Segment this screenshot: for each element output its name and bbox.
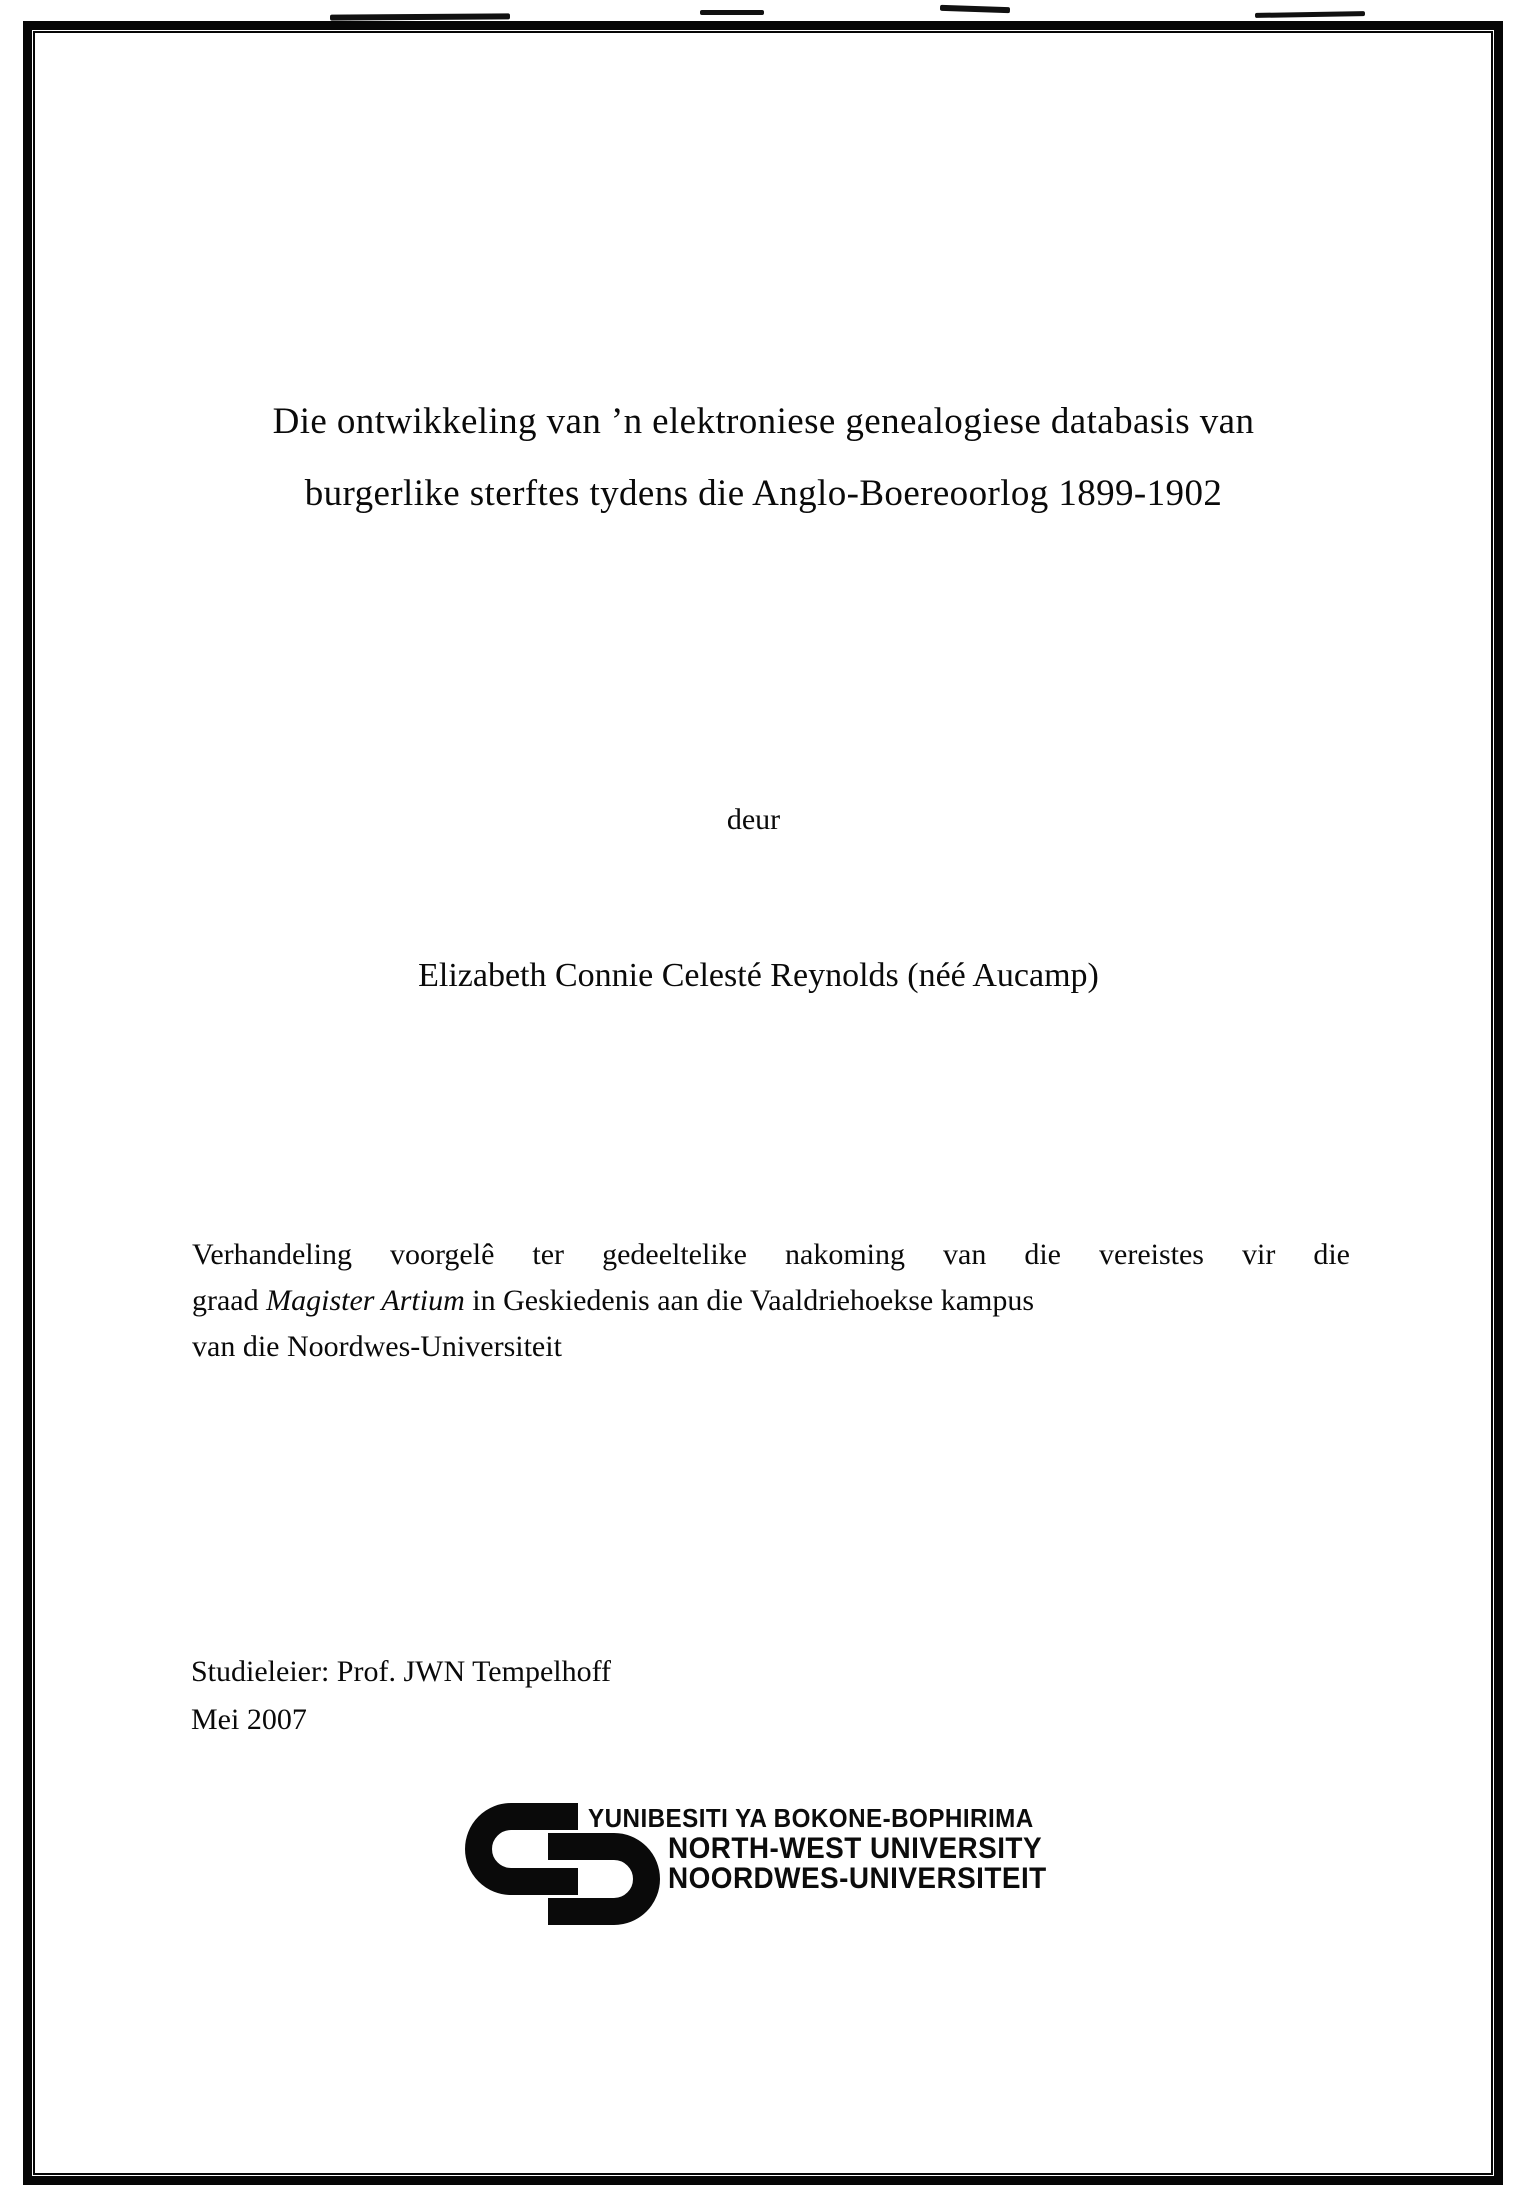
declaration-line3: van die Noordwes-Universiteit	[192, 1330, 562, 1363]
declaration-line1: Verhandeling voorgelê ter gedeeltelike nakoming van die vereistes vir die	[192, 1238, 1350, 1271]
declaration-line2	[192, 1278, 1350, 1324]
thesis-title	[110, 386, 1417, 530]
degree-name: Magister Artium	[266, 1284, 465, 1317]
scan-artifact	[700, 10, 764, 15]
declaration-line2-prefix: graad	[192, 1284, 267, 1317]
author-name: Elizabeth Connie Celesté Reynolds (néé Aucamp)	[418, 957, 1099, 994]
scan-artifact	[1255, 11, 1365, 18]
degree-declaration	[192, 1232, 1350, 1370]
supervisor-line: Studieleier: Prof. JWN Tempelhoff	[191, 1655, 612, 1688]
declaration-line2-suffix: in Geskiedenis aan die Vaaldriehoekse kampus	[464, 1284, 1035, 1317]
date-line: Mei 2007	[191, 1703, 307, 1736]
thesis-title-line1: Die ontwikkeling van ’n elektroniese genealogiese databasis van	[272, 401, 1255, 442]
logo-text-english: NORTH-WEST UNIVERSITY	[668, 1832, 1043, 1865]
logo-text-afrikaans: NOORDWES-UNIVERSITEIT	[668, 1862, 1047, 1895]
scan-artifact	[940, 5, 1010, 13]
scan-artifact	[330, 13, 510, 20]
byline: deur	[726, 803, 781, 836]
logo-text-setswana: YUNIBESITI YA BOKONE-BOPHIRIMA	[588, 1803, 1034, 1833]
thesis-title-line2: burgerlike sterftes tydens die Anglo-Boereoorlog 1899-1902	[304, 473, 1223, 514]
